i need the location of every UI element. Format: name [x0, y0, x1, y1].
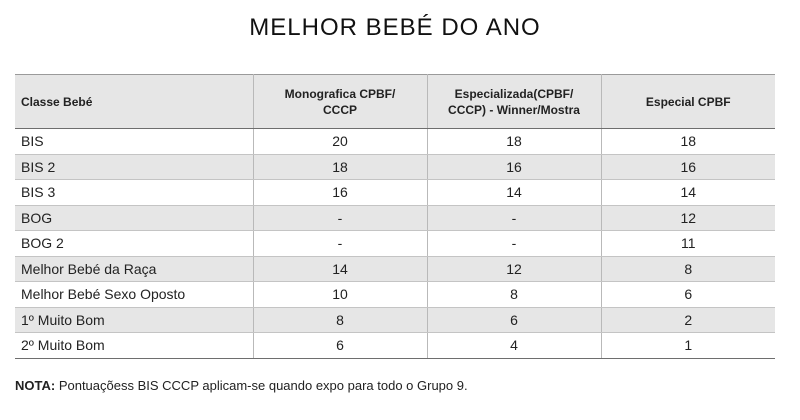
cell-classe: Melhor Bebé da Raça	[15, 256, 253, 282]
cell-especializada: 6	[427, 307, 601, 333]
column-header-especializada	[427, 75, 601, 129]
cell-especializada: 18	[427, 129, 601, 155]
footnote	[15, 378, 468, 393]
cell-especializada: 4	[427, 333, 601, 359]
cell-especial: 11	[601, 231, 775, 257]
footnote-text: Pontuaçõess BIS CCCP aplicam-se quando expo para todo o Grupo 9.	[55, 378, 468, 393]
table-row	[15, 205, 775, 231]
cell-classe: BIS 3	[15, 180, 253, 206]
cell-especializada: 16	[427, 154, 601, 180]
column-header-especial: Especial CPBF	[601, 75, 775, 129]
cell-monografica: -	[253, 205, 427, 231]
cell-especial: 6	[601, 282, 775, 308]
cell-classe: BOG	[15, 205, 253, 231]
score-table	[15, 74, 775, 359]
cell-monografica: 6	[253, 333, 427, 359]
cell-monografica: 20	[253, 129, 427, 155]
cell-classe: 1º Muito Bom	[15, 307, 253, 333]
cell-especializada: 8	[427, 282, 601, 308]
cell-especial: 8	[601, 256, 775, 282]
cell-especial: 16	[601, 154, 775, 180]
cell-especializada: 12	[427, 256, 601, 282]
column-header-classe: Classe Bebé	[15, 75, 253, 129]
cell-monografica: 10	[253, 282, 427, 308]
cell-monografica: 16	[253, 180, 427, 206]
table-row	[15, 307, 775, 333]
cell-monografica: 18	[253, 154, 427, 180]
cell-classe: 2º Muito Bom	[15, 333, 253, 359]
cell-monografica: 14	[253, 256, 427, 282]
table-row	[15, 256, 775, 282]
cell-especializada: -	[427, 231, 601, 257]
cell-especial: 18	[601, 129, 775, 155]
cell-especial: 1	[601, 333, 775, 359]
cell-especializada: -	[427, 205, 601, 231]
cell-monografica: -	[253, 231, 427, 257]
column-header-especializada-line1: Especializada(CPBF/	[454, 86, 574, 101]
column-header-especializada-line2: CCCP) - Winner/Mostra	[448, 102, 580, 117]
table-row	[15, 154, 775, 180]
column-header-monografica-line1: Monografica CPBF/	[284, 86, 396, 101]
table-row	[15, 282, 775, 308]
cell-classe: BOG 2	[15, 231, 253, 257]
footnote-label: NOTA:	[15, 378, 56, 393]
cell-monografica: 8	[253, 307, 427, 333]
table-row	[15, 180, 775, 206]
cell-especializada: 14	[427, 180, 601, 206]
table-row	[15, 333, 775, 359]
cell-classe: BIS 2	[15, 154, 253, 180]
cell-especial: 14	[601, 180, 775, 206]
cell-especial: 2	[601, 307, 775, 333]
table-row	[15, 231, 775, 257]
column-header-monografica-line2: CCCP	[322, 102, 357, 117]
cell-classe: Melhor Bebé Sexo Oposto	[15, 282, 253, 308]
column-header-monografica	[253, 75, 427, 129]
table-row	[15, 129, 775, 155]
cell-especial: 12	[601, 205, 775, 231]
cell-classe: BIS	[15, 129, 253, 155]
page-title: MELHOR BEBÉ DO ANO	[249, 14, 541, 41]
table-header-row	[15, 75, 775, 129]
